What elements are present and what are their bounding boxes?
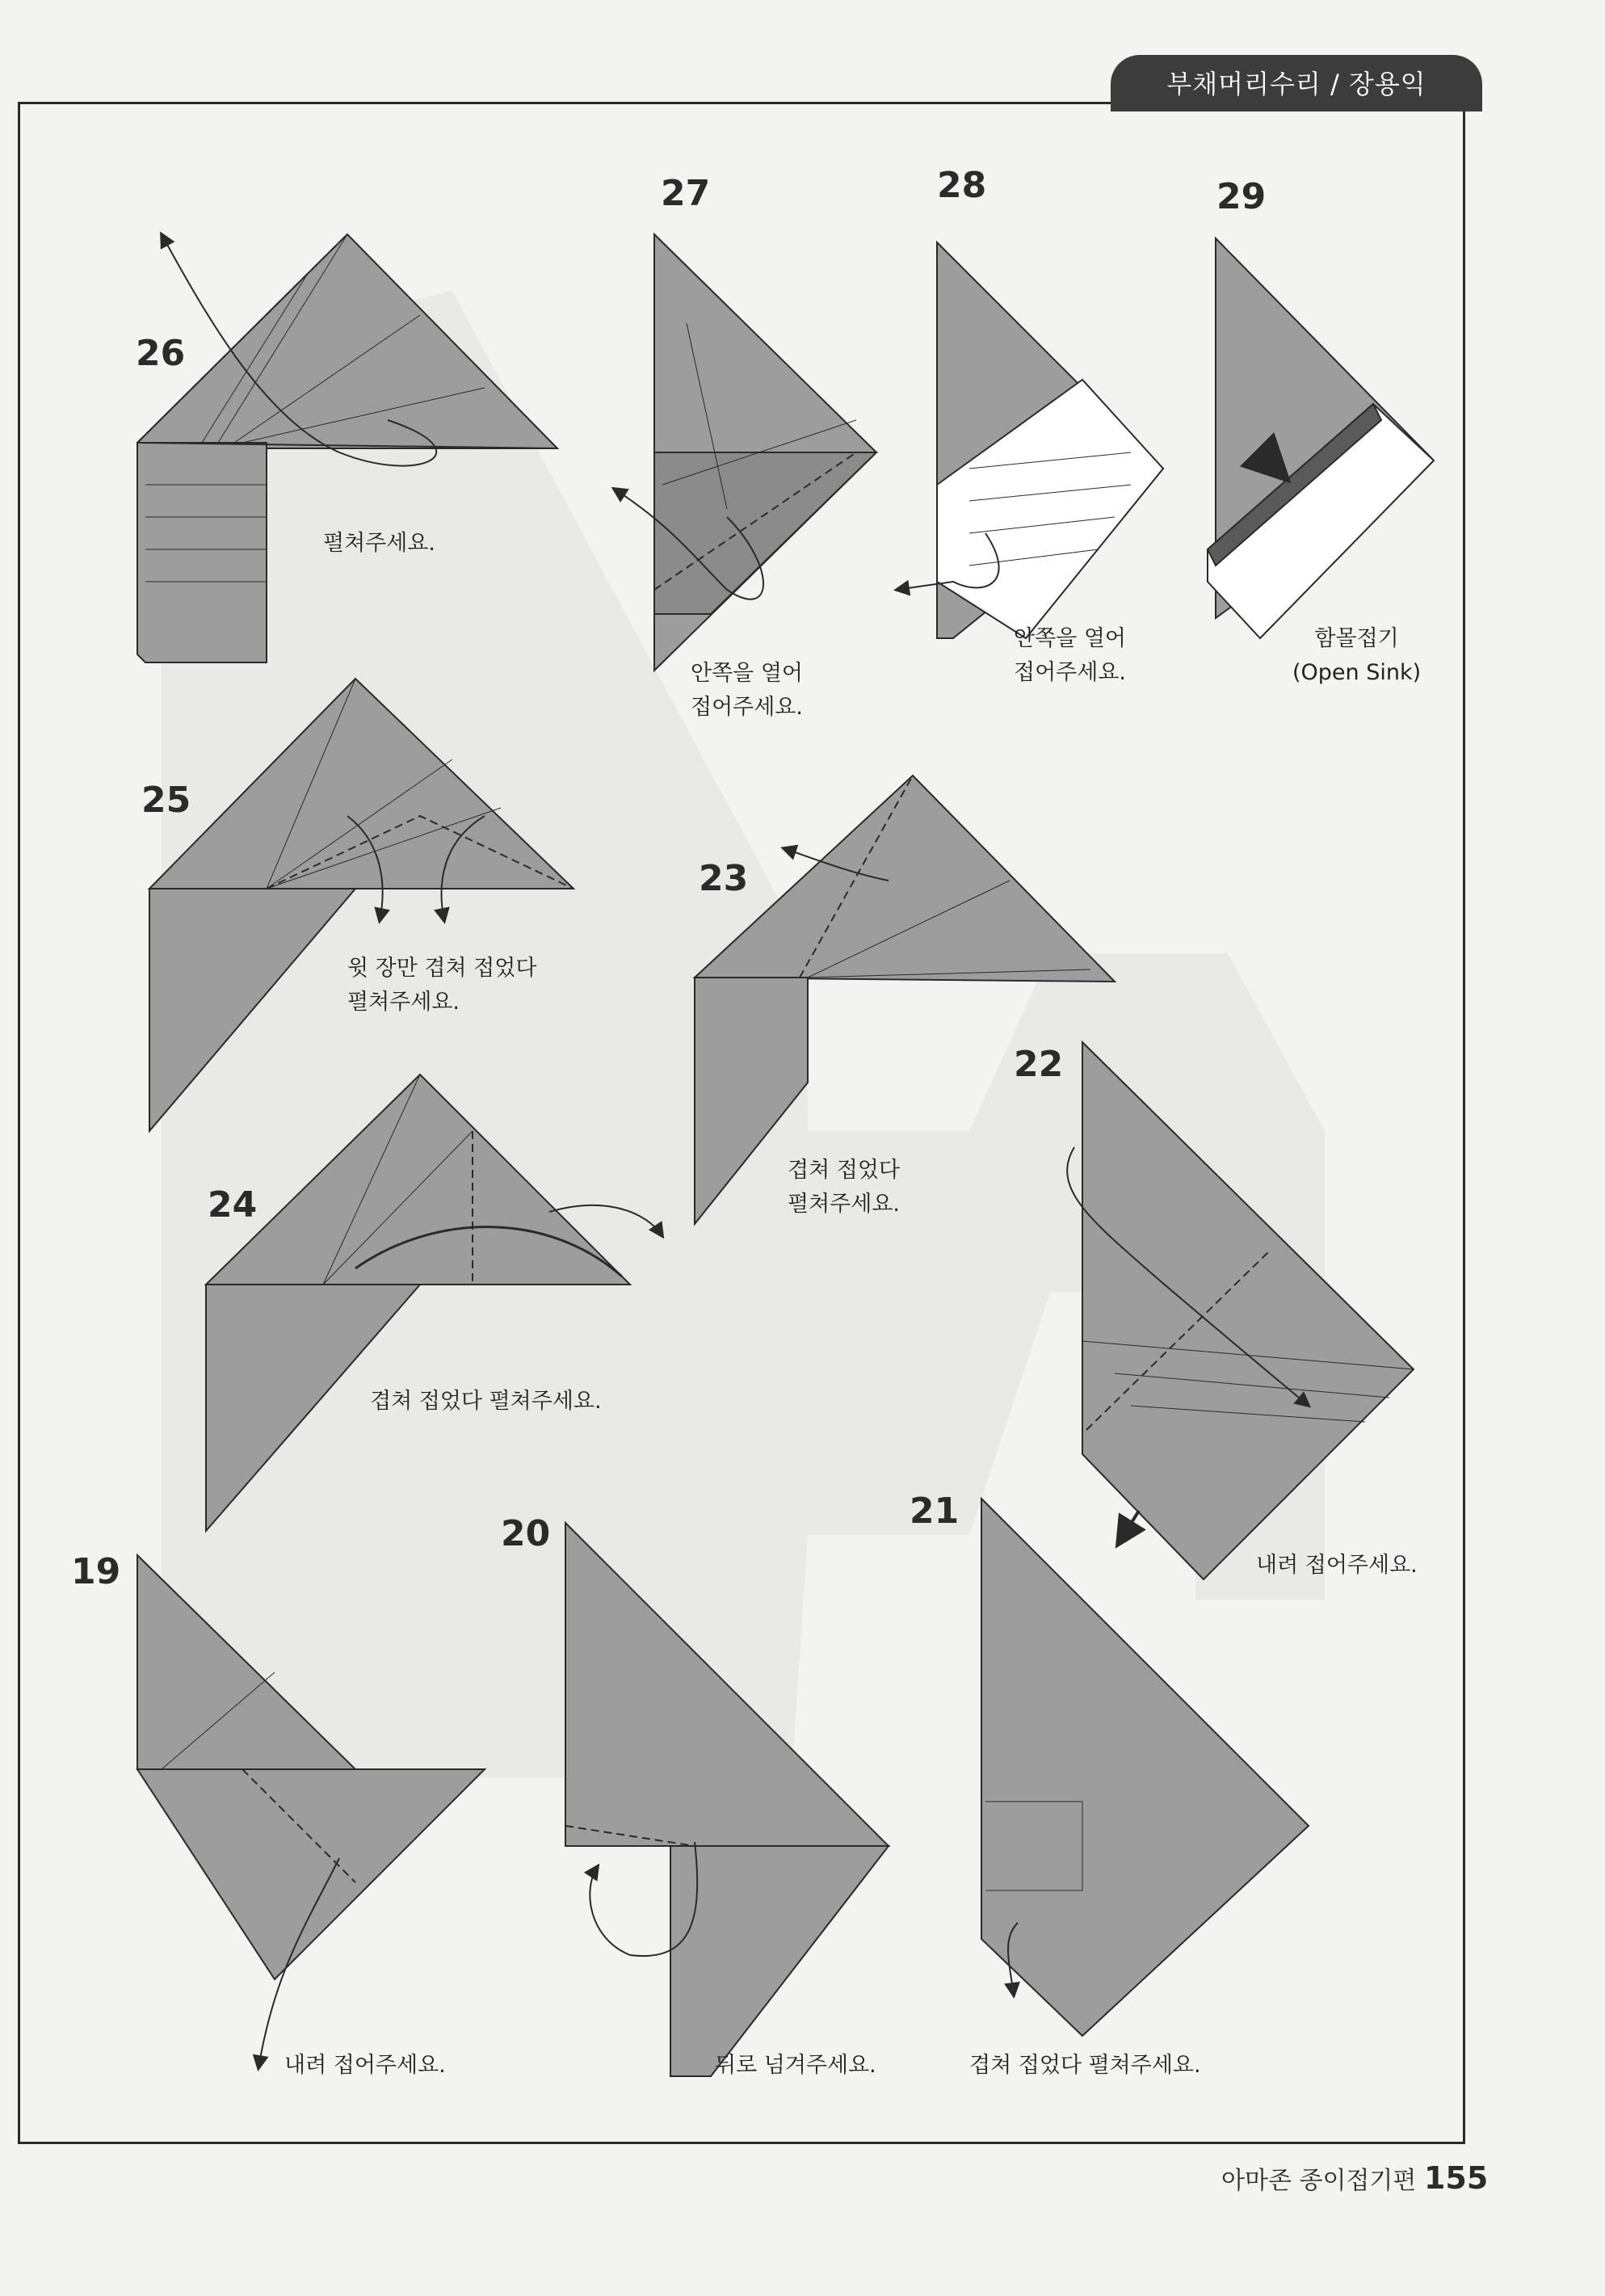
step-29-caption-line1: 함몰접기: [1314, 626, 1399, 651]
step-25-caption-line1: 윗 장만 겹쳐 접었다: [347, 956, 537, 981]
step-23-caption: [788, 1154, 900, 1222]
step-22-diagram: [1067, 1042, 1414, 1579]
step-26-caption: 펼쳐주세요.: [323, 531, 435, 556]
step-24-diagram: [206, 1074, 662, 1531]
step-25-caption-line2: 펼쳐주세요.: [347, 990, 460, 1015]
step-27-caption-line2: 접어주세요.: [691, 695, 803, 720]
step-27-caption-line1: 안쪽을 열어: [691, 661, 803, 686]
step-21-caption: 겹쳐 접었다 펼쳐주세요.: [969, 2053, 1201, 2078]
step-28-caption-line2: 접어주세요.: [1014, 660, 1126, 685]
step-number-23: 23: [699, 858, 749, 899]
step-number-29: 29: [1216, 176, 1267, 217]
step-number-24: 24: [208, 1184, 258, 1226]
book-title: 아마존 종이접기편: [1221, 2167, 1417, 2195]
step-number-19: 19: [71, 1551, 121, 1592]
step-23-caption-line2: 펼쳐주세요.: [788, 1192, 900, 1217]
step-27-caption: [691, 657, 803, 725]
step-20-diagram: [565, 1523, 889, 2076]
step-23-diagram: [695, 776, 1115, 1224]
step-25-caption: [347, 952, 536, 1020]
step-number-27: 27: [661, 173, 711, 214]
page-footer: [1221, 2160, 1489, 2196]
step-number-25: 25: [141, 780, 191, 821]
step-28-caption-line1: 안쪽을 열어: [1014, 626, 1126, 651]
step-number-22: 22: [1014, 1044, 1064, 1085]
step-24-caption: 겹쳐 접었다 펼쳐주세요.: [370, 1389, 602, 1414]
step-29-caption-line2: (Open Sink): [1292, 660, 1422, 685]
step-number-20: 20: [501, 1513, 551, 1554]
step-19-diagram: [137, 1555, 485, 2068]
step-22-caption: 내려 접어주세요.: [1256, 1553, 1418, 1578]
step-19-caption: 내려 접어주세요.: [284, 2053, 446, 2078]
step-25-diagram: [149, 679, 574, 1131]
step-28-diagram: [897, 242, 1163, 638]
step-number-26: 26: [136, 333, 186, 374]
step-29-caption: [1292, 622, 1421, 690]
step-29-diagram: [1208, 238, 1434, 638]
step-20-caption: 뒤로 넘겨주세요.: [715, 2053, 876, 2078]
step-23-caption-line1: 겹쳐 접었다: [788, 1158, 900, 1183]
step-number-21: 21: [910, 1491, 960, 1532]
header-title: 부채머리수리 / 장용익: [1111, 55, 1482, 111]
step-28-caption: [1014, 622, 1126, 690]
page-number: 155: [1423, 2160, 1489, 2196]
step-number-28: 28: [937, 165, 987, 206]
step-26-diagram: [137, 234, 557, 662]
step-27-diagram: [614, 234, 876, 671]
